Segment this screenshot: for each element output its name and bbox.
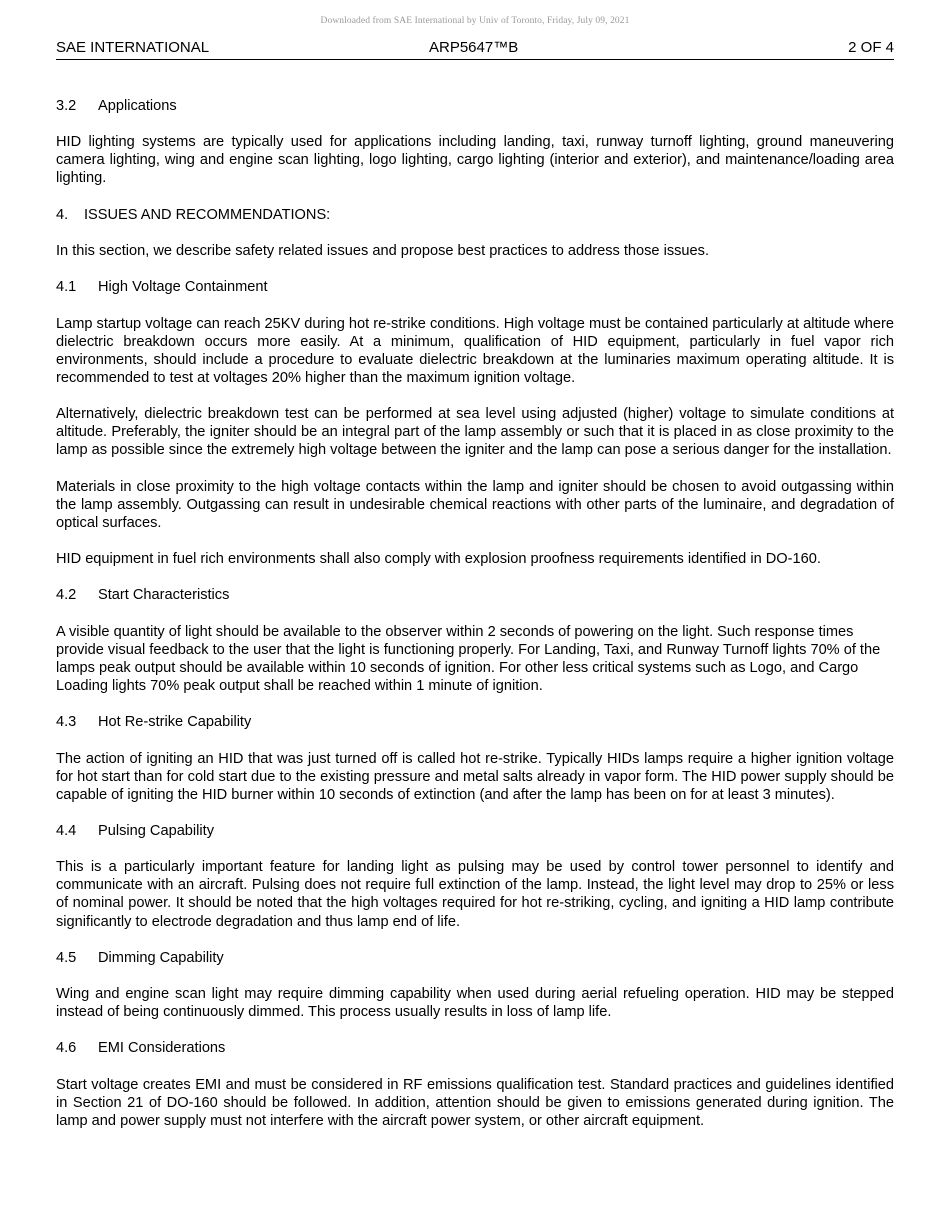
section-title: Start Characteristics	[98, 587, 230, 604]
paragraph: A visible quantity of light should be available to the observer within 2 seconds of powering on the light. Such response times provide visual feedback to the user that the light is functioning properly. For Landing, Taxi, and Runway Turnoff lights 70% of the lamps peak output should be available within 10 seconds of ignition. For other less critical systems such as Logo, and Cargo Loading lights 70% peak output shall be reached within 1 minute of ignition.	[56, 623, 881, 694]
section-heading-4	[56, 206, 894, 224]
paragraph: Alternatively, dielectric breakdown test can be performed at sea level using adjusted (higher) voltage to simulate conditions at altitude. Preferably, the igniter should be an integral part of the lamp assembly or such that it is placed in as close proximity to the lamp as possible since the extremely high voltage between the igniter and the lamp can pose a serious danger for the installation.	[56, 406, 894, 459]
paragraph: HID equipment in fuel rich environments shall also comply with explosion proofness requirements identified in DO-160.	[56, 551, 821, 568]
section-heading-4-6	[56, 1039, 894, 1057]
section-heading-3-2	[56, 97, 894, 115]
section-number: 3.2	[56, 98, 77, 114]
section-number: 4.2	[56, 587, 77, 604]
section-title: ISSUES AND RECOMMENDATIONS:	[84, 206, 331, 223]
section-number: 4.3	[56, 714, 77, 731]
section-title: Dimming Capability	[98, 949, 224, 966]
paragraph: Start voltage creates EMI and must be considered in RF emissions qualification test. Standard practices and guidelines identified in Section 21 of DO-160 should be followed. In addition, attention should be given to emissions generated during ignition. The lamp and power supply must not interfere with the aircraft power system, or other aircraft equipment.	[56, 1076, 894, 1129]
section-heading-4-3	[56, 713, 894, 731]
document-body	[56, 97, 894, 1148]
section-number: 4.5	[56, 949, 77, 966]
section-title: High Voltage Containment	[98, 279, 268, 296]
download-watermark: Downloaded from SAE International by Univ of Toronto, Friday, July 09, 2021	[320, 16, 630, 26]
section-heading-4-2	[56, 586, 894, 604]
header-organization: SAE INTERNATIONAL	[56, 39, 210, 56]
section-number: 4.6	[56, 1040, 77, 1057]
header-page-number: 2 OF 4	[848, 39, 894, 56]
paragraph: The action of igniting an HID that was just turned off is called hot re-strike. Typically HIDs lamps require a higher ignition voltage for hot start than for cold start due to the existing pressure and metal salts already in vapor form. The HID power supply should be capable of igniting the HID burner within 10 seconds of extinction (and after the lamp has been on for at least 3 minutes).	[56, 750, 894, 803]
section-title: Hot Re-strike Capability	[98, 714, 252, 731]
paragraph: HID lighting systems are typically used for applications including landing, taxi, runway turnoff lighting, ground maneuvering camera lighting, wing and engine scan lighting, logo lighting, cargo lighting (interior and exterior), and maintenance/loading area lighting.	[56, 134, 894, 187]
page-header	[56, 38, 894, 60]
section-number: 4.4	[56, 822, 77, 839]
header-document-id: ARP5647™B	[429, 39, 519, 56]
paragraph: Materials in close proximity to the high voltage contacts within the lamp and igniter should be chosen to avoid outgassing within the lamp assembly. Outgassing can result in undesirable chemical reactions with other parts of the luminaire, and degradation of optical surfaces.	[56, 478, 894, 531]
section-number: 4.1	[56, 279, 77, 296]
section-heading-4-4	[56, 822, 894, 840]
section-heading-4-5	[56, 949, 894, 967]
paragraph: Wing and engine scan light may require dimming capability when used during aerial refueling operation. HID may be stepped instead of being continuously dimmed. This process usually results in loss of lamp life.	[56, 986, 894, 1021]
paragraph: In this section, we describe safety related issues and propose best practices to address those issues.	[56, 243, 710, 260]
paragraph: Lamp startup voltage can reach 25KV during hot re-strike conditions. High voltage must be contained particularly at altitude where dielectric breakdown occurs more easily. At a minimum, qualification of HID equipment, particularly in fuel vapor rich environments, should include a procedure to evaluate dielectric breakdown at the luminaries maximum operating altitude. It is recommended to test at voltages 20% higher than the maximum ignition voltage.	[56, 315, 894, 386]
section-title: Pulsing Capability	[98, 822, 215, 839]
section-title: Applications	[98, 98, 177, 114]
paragraph: This is a particularly important feature for landing light as pulsing may be used by control tower personnel to identify and communicate with an aircraft. Pulsing does not require full extinction of the lamp. Instead, the light level may drop to 25% or less of nominal power. It should be noted that the high voltages required for hot re-striking, cycling, and igniting a HID lamp contribute significantly to electrode degradation and thus lamp end of life.	[56, 859, 894, 930]
section-title: EMI Considerations	[98, 1040, 226, 1057]
section-number: 4.	[56, 206, 69, 223]
section-heading-4-1	[56, 278, 894, 296]
